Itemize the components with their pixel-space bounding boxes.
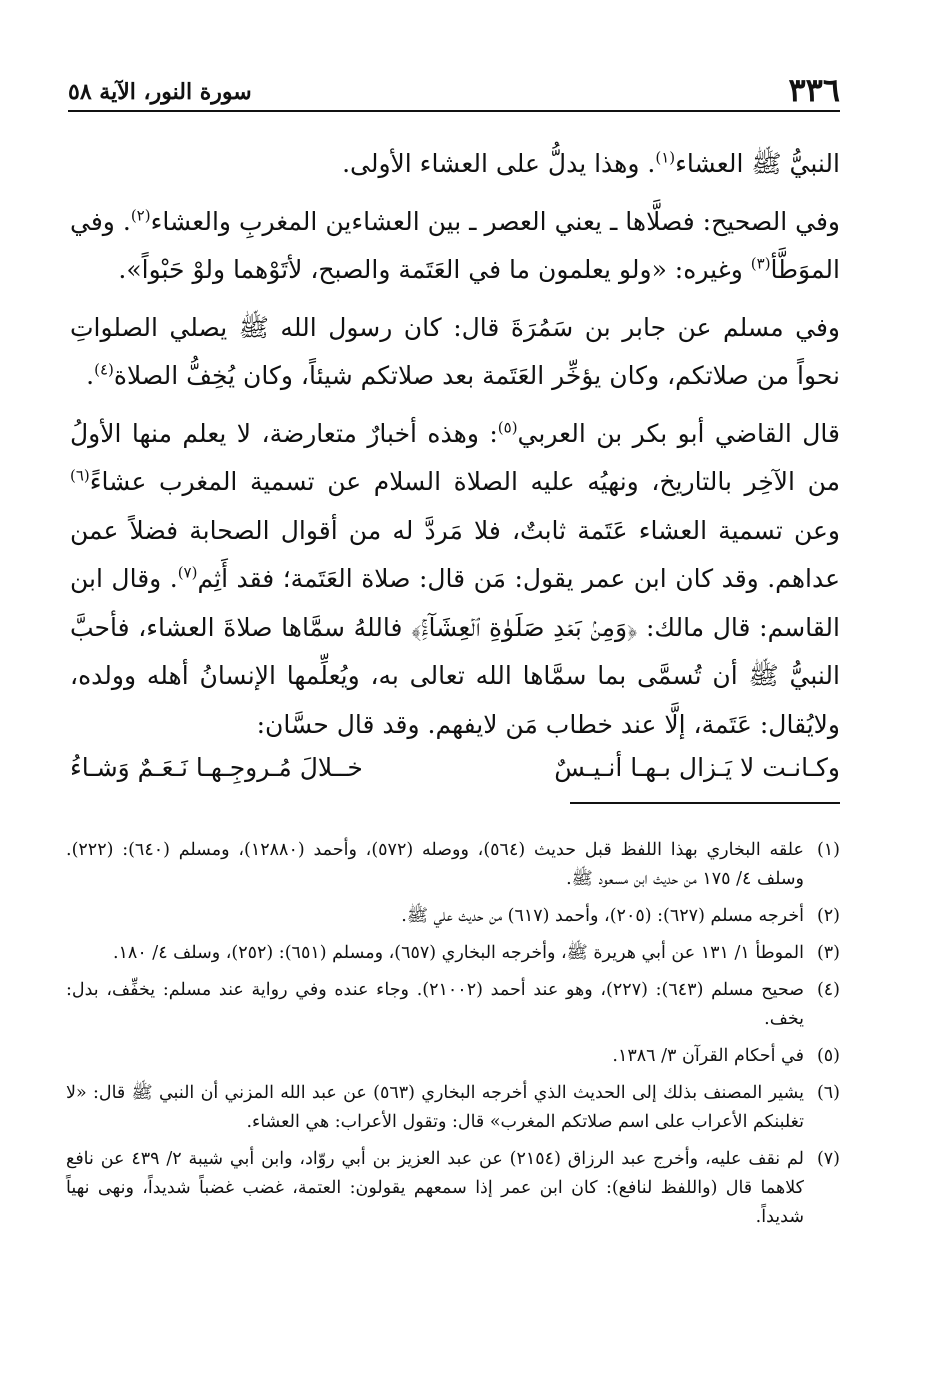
footnote (66, 1042, 840, 1071)
footnotes (66, 836, 840, 1240)
text-run: النبيُّ ﷺ العشاء (675, 149, 840, 178)
footnote-text: أخرجه مسلم (٦٢٧): (٢٠٥)، وأحمد (٦١٧) من حديث علي ﷺ. (401, 906, 804, 926)
footnote-number: (٤) (816, 980, 840, 1000)
verse-second-hemistich: خــلالَ مُـروجِـهـا نَـعَـمٌ وَشـاءُ (70, 753, 363, 782)
footnote-text: الموطأ ١/ ١٣١ عن أبي هريرة ﷺ، وأخرجه البخاري (٦٥٧)، ومسلم (٦٥١): (٢٥٢)، وسلف ٤/ ١٨٠. (112, 943, 804, 963)
footnote-marker: (٧) (177, 563, 198, 582)
verse-first-hemistich: وكـانـت لا يَـزال بـهـا أنـيـسٌ (554, 753, 840, 782)
text-run: وفي الصحيح: فصلَّاها ـ يعني العصر ـ بين العشاءين المغربِ والعشاء (150, 206, 840, 236)
running-title: سورة النور، الآية ٥٨ (68, 79, 252, 105)
footnote-number: (٦) (816, 1083, 840, 1103)
main-text (70, 140, 840, 749)
text-run: . وهذا يدلُّ على العشاء الأولى. (342, 149, 656, 178)
footnote-marker: (٥) (497, 418, 518, 437)
footnote-text: لم نقف عليه، وأخرج عبد الرزاق (٢١٥٤) عن عبد العزيز بن أبي روّاد، وابن أبي شيبة ٢/ ٤٣٩ عن نافع كلاهما قال (واللفظ لنافع): كان ابن عمر إذا سمعهم يقولون: العتمة، غضب غضباً شديداً، ونهى نهياً شديداً. (66, 1149, 804, 1227)
footnote-marker: (٦) (70, 466, 90, 485)
footnote-number: (٧) (816, 1149, 840, 1169)
paragraph (70, 140, 840, 189)
text-run: وغيره: «ولو يعلمون ما في العَتَمة والصبح، لأتَوْهما ولوْ حَبْواً». (118, 255, 751, 284)
text-run: . وفي الموَطَّأ (70, 206, 840, 284)
page-number: ٣٣٦ (788, 71, 840, 109)
footnote-text: في أحكام القرآن ٣/ ١٣٨٦. (612, 1046, 804, 1066)
footnote-marker: (١) (655, 148, 676, 167)
text-run: . (86, 361, 95, 390)
footnote-marker: (٣) (750, 254, 771, 273)
text-run: وفي مسلم عن جابر بن سَمُرَةَ قال: كان رسول الله ﷺ يصلي الصلواتِ نحواً من صلاتكم، وكان يؤخِّر العَتَمة بعد صلاتكم شيئاً، وكان يُخِفُّ الصلاة (70, 312, 840, 390)
footnote-number: (٥) (816, 1046, 840, 1066)
text-run: : وهذه أخبارٌ متعارضة، لا يعلم منها الأولُ من الآخِر بالتاريخ، ونهيُه عليه الصلاة السلام عن تسمية المغرب عشاءً (70, 418, 840, 496)
paragraph (70, 410, 840, 750)
footnote-marker: (٢) (130, 206, 151, 225)
footnote (66, 976, 840, 1034)
footnote-text: علقه البخاري بهذا اللفظ قبل حديث (٥٦٤)، ووصله (٥٧٢)، وأحمد (١٢٨٨٠)، ومسلم (٦٤٠): (٢٢٢). وسلف ٤/ ١٧٥ من حديث ابن مسعود ﷺ. (66, 840, 804, 889)
paragraph (70, 198, 840, 295)
footnote-text: صحيح مسلم (٦٤٣): (٢٢٧)، وهو عند أحمد (٢١٠٠٢). وجاء عنده وفي رواية عند مسلم: يخفِّف، بدل: يخف. (66, 980, 804, 1029)
text-run: قال القاضي أبو بكر بن العربي (517, 418, 840, 448)
footnote (66, 836, 840, 894)
footnote-number: (٣) (816, 943, 840, 963)
footnote-text: يشير المصنف بذلك إلى الحديث الذي أخرجه البخاري (٥٦٣) عن عبد الله المزني أن النبي ﷺ قال: «لا تغلبنكم الأعراب على اسم صلاتكم المغرب» قال: وتقول الأعراب: هي العشاء. (66, 1083, 804, 1132)
footnote-number: (١) (816, 840, 840, 860)
footnote (66, 939, 840, 968)
page-header (68, 66, 840, 112)
footnote-separator (570, 802, 840, 804)
poetry-verse (70, 742, 840, 794)
footnote (66, 1145, 840, 1232)
footnote (66, 1079, 840, 1137)
footnote-number: (٢) (816, 906, 840, 926)
paragraph (70, 304, 840, 401)
footnote-marker: (٤) (94, 360, 114, 379)
text-run: . وقال ابن القاسم: قال مالك: ﴿وَمِنۢ بَعۡدِ صَلَوٰةِ ٱلۡعِشَآءِۚ﴾ فاللهُ سمَّاها صلاةَ العشاء، فأحبَّ النبيُّ ﷺ أن تُسمَّى بما سمَّاها الله تعالى به، ويُعلِّمها الإنسانُ أهله وولده، ولايُقال: عَتَمة، إلَّا عند خطاب مَن لايفهم. وقد قال حسَّان: (70, 564, 840, 739)
text-run: وعن تسمية العشاء عَتَمة ثابتٌ، فلا مَردَّ له من أقوال الصحابة فضلاً عمن عداهم. وقد كان ابن عمر يقول: مَن قال: صلاة العَتَمة؛ فقد أَثِم (70, 515, 840, 593)
footnote (66, 902, 840, 931)
